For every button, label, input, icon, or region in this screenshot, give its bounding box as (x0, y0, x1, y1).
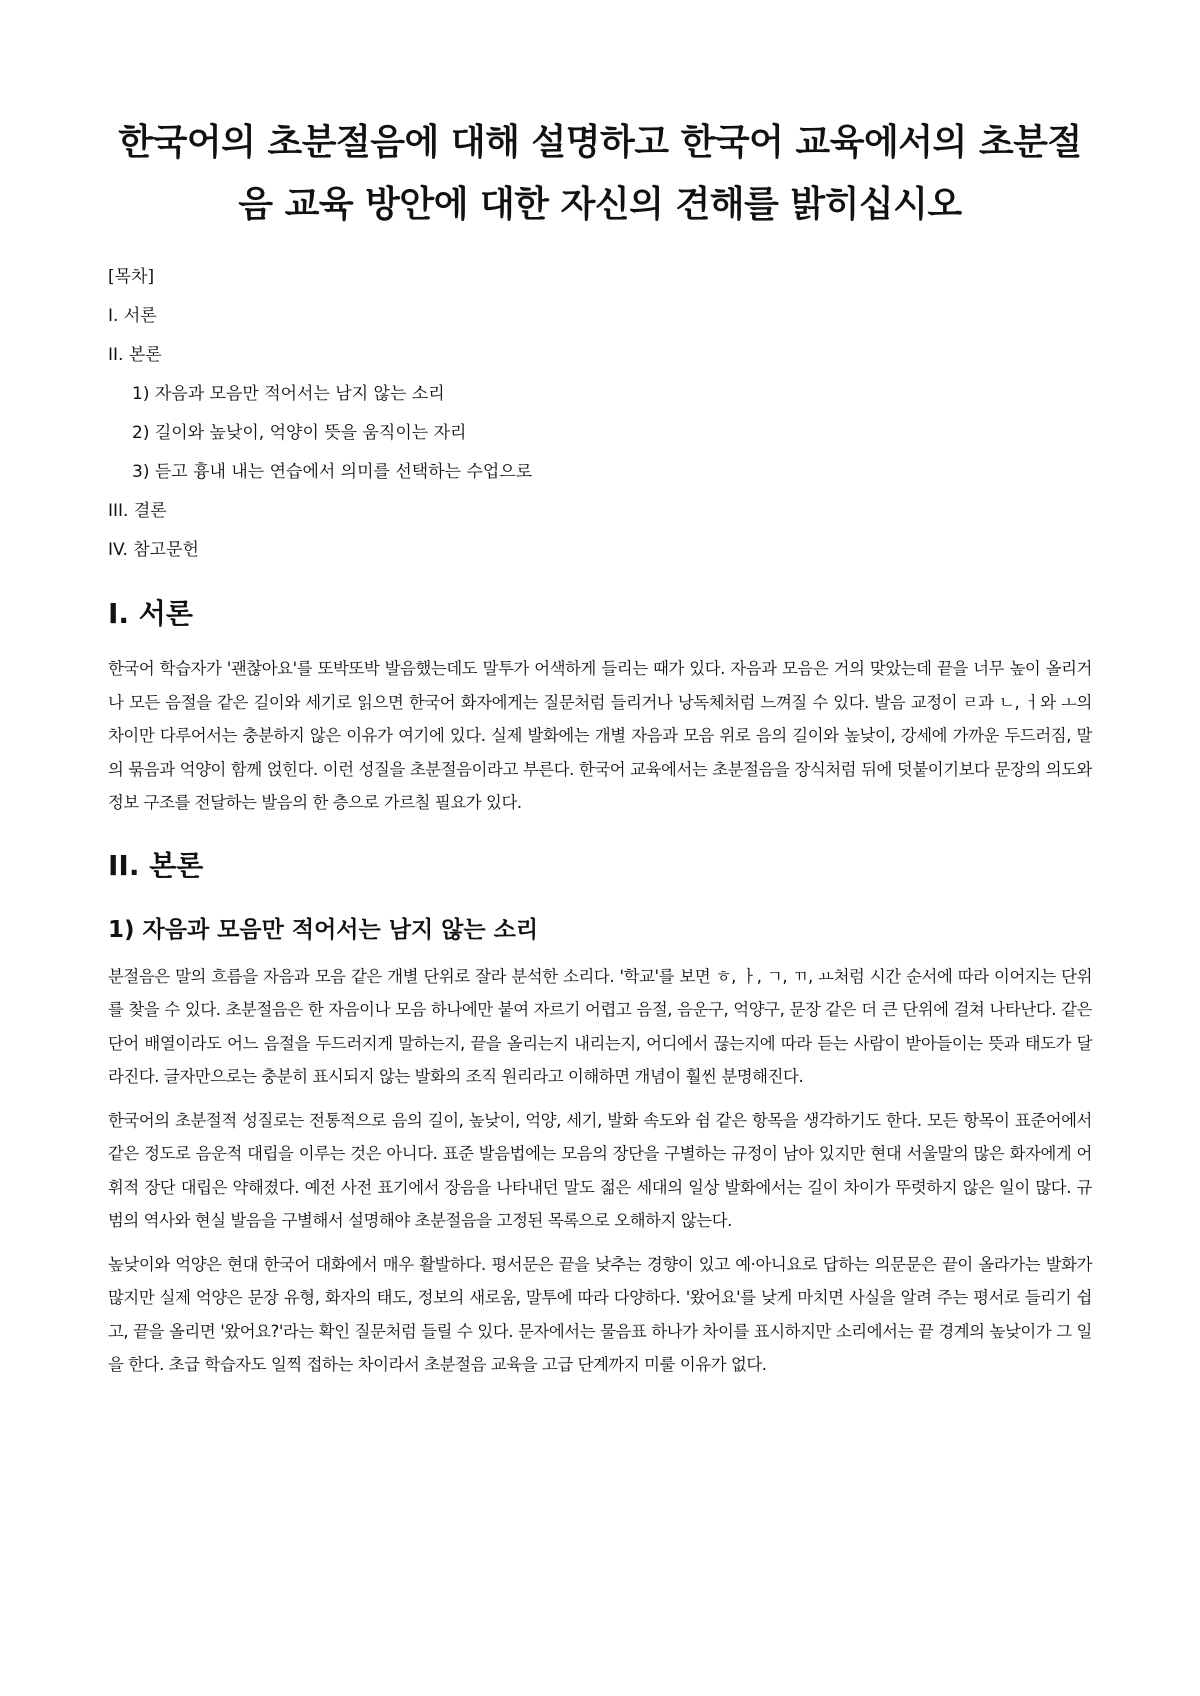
section-heading-body: II. 본론 (108, 848, 204, 882)
toc-item-references: IV. 참고문헌 (108, 540, 199, 560)
toc-item-intro: I. 서론 (108, 306, 157, 326)
body-paragraph: 높낮이와 억양은 현대 한국어 대화에서 매우 활발하다. 평서문은 끝을 낮추는 경향이 있고 예·아니요로 답하는 의문문은 끝이 올라가는 발화가 많지만 실제 억양은 문장 유형, 화자의 태도, 정보의 새로움, 말투에 따라 다양하다. '왔어요'를 낮게 마치면 사실을 알려 주는 평서로 들리기 쉽고, 끝을 올리면 '왔어요?'라는 확인 질문처럼 들릴 수 있다. 문자에서는 물음표 하나가 차이를 표시하지만 소리에서는 끝 경계의 높낮이가 그 일을 한다. 초급 학습자도 일찍 접하는 차이라서 초분절음 교육을 고급 단계까지 미룰 이유가 없다. (108, 1254, 1092, 1374)
intro-paragraph: 한국어 학습자가 '괜찮아요'를 또박또박 발음했는데도 말투가 어색하게 들리는 때가 있다. 자음과 모음은 거의 맞았는데 끝을 너무 높이 올리거나 모든 음절을 같은 길이와 세기로 읽으면 한국어 화자에게는 질문처럼 들리거나 낭독체처럼 느껴질 수 있다. 발음 교정이 ㄹ과 ㄴ, ㅓ와 ㅗ의 차이만 다루어서는 충분하지 않은 이유가 여기에 있다. 실제 발화에는 개별 자음과 모음 위로 음의 길이와 높낮이, 강세에 가까운 두드러짐, 말의 묶음과 억양이 함께 얹힌다. 이런 성질을 초분절음이라고 부른다. 한국어 교육에서는 초분절음을 장식처럼 뒤에 덧붙이기보다 문장의 의도와 정보 구조를 전달하는 발음의 한 층으로 가르칠 필요가 있다. (108, 659, 1092, 812)
body-paragraph: 분절음은 말의 흐름을 자음과 모음 같은 개별 단위로 잘라 분석한 소리다. '학교'를 보면 ㅎ, ㅏ, ㄱ, ㄲ, ㅛ처럼 시간 순서에 따라 이어지는 단위를 찾을 수 있다. 초분절음은 한 자음이나 모음 하나에만 붙여 자르기 어렵고 음절, 음운구, 억양구, 문장 같은 더 큰 단위에 걸쳐 나타난다. 같은 단어 배열이라도 어느 음절을 두드러지게 말하는지, 끝을 올리는지 내리는지, 어디에서 끊는지에 따라 듣는 사람이 받아들이는 뜻과 태도가 달라진다. 글자만으로는 충분히 표시되지 않는 발화의 조직 원리라고 이해하면 개념이 훨씬 분명해진다. (108, 966, 1092, 1086)
toc-subitem-1: 1) 자음과 모음만 적어서는 남지 않는 소리 (132, 384, 445, 404)
subsection-heading-1: 1) 자음과 모음만 적어서는 남지 않는 소리 (108, 916, 539, 943)
toc-heading: [목차] (108, 267, 155, 287)
document-title: 한국어의 초분절음에 대해 설명하고 한국어 교육에서의 초분절음 교육 방안에 대한 자신의 견해를 밝히십시오 (118, 122, 1082, 225)
toc-subitem-2: 2) 길이와 높낮이, 억양이 뜻을 움직이는 자리 (132, 423, 467, 443)
toc-item-body: II. 본론 (108, 345, 162, 365)
toc-subitem-3: 3) 듣고 흉내 내는 연습에서 의미를 선택하는 수업으로 (132, 462, 533, 482)
table-of-contents (108, 258, 1092, 570)
toc-item-conclusion: III. 결론 (108, 501, 167, 521)
body-paragraph: 한국어의 초분절적 성질로는 전통적으로 음의 길이, 높낮이, 억양, 세기, 발화 속도와 쉼 같은 항목을 생각하기도 한다. 모든 항목이 표준어에서 같은 정도로 음운적 대립을 이루는 것은 아니다. 표준 발음법에는 모음의 장단을 구별하는 규정이 남아 있지만 현대 서울말의 많은 화자에게 어휘적 장단 대립은 약해졌다. 예전 사전 표기에서 장음을 나타내던 말도 젊은 세대의 일상 발화에서는 길이 차이가 뚜렷하지 않은 일이 많다. 규범의 역사와 현실 발음을 구별해서 설명해야 초분절음을 고정된 목록으로 오해하지 않는다. (108, 1110, 1092, 1230)
section-heading-intro: I. 서론 (108, 597, 193, 630)
